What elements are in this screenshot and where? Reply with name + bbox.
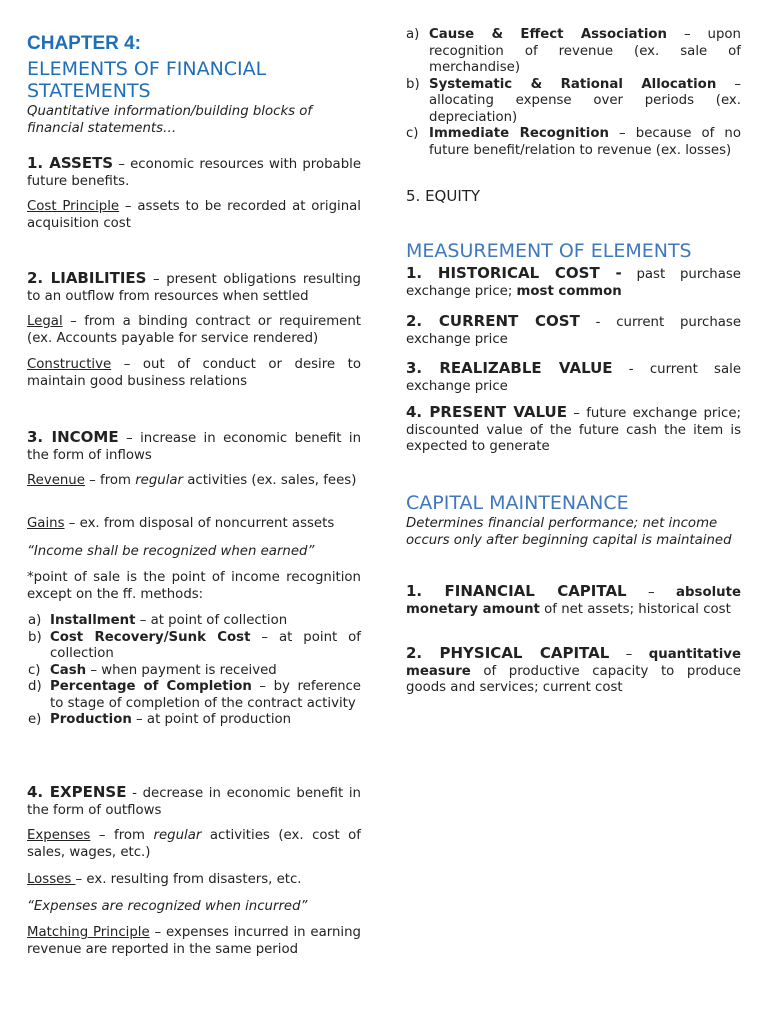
revenue-desc-c: activities (ex. sales, fees)	[183, 473, 357, 488]
gains-desc: – ex. from disposal of noncurrent assets	[64, 516, 335, 531]
physical-heading: 2. PHYSICAL CAPITAL	[406, 644, 610, 662]
cost-principle	[27, 199, 361, 232]
historical-heading: 1. HISTORICAL COST -	[406, 264, 622, 282]
list-item	[5, 613, 361, 630]
list-marker: c)	[406, 126, 419, 141]
expenses-desc-a: – from	[90, 828, 154, 843]
recognition-desc: – allocating expense over periods (ex. depreciation)	[429, 76, 741, 125]
recognition-term: Cause & Effect Association	[429, 27, 668, 42]
expenses-desc-c: activities (ex. cost of sales, wages, etc.)	[27, 828, 361, 860]
revenue-desc-a: – from	[84, 473, 136, 488]
cost-principle-desc: – assets to be recorded at original acquisition cost	[27, 199, 361, 231]
list-marker: a)	[28, 613, 42, 628]
losses-term: Losses	[27, 872, 76, 887]
recognition-term: Systematic & Rational Allocation	[429, 76, 717, 92]
cost-principle-term: Cost Principle	[27, 199, 120, 214]
page-title: ELEMENTS OF FINANCIAL STATEMENTS	[27, 58, 267, 102]
method-term: Production	[50, 712, 132, 727]
financial-capital	[406, 583, 741, 618]
realizable-desc: - current sale exchange price	[406, 362, 741, 394]
income-section	[27, 429, 361, 464]
method-desc: – at point of production	[131, 712, 292, 727]
method-desc: – at point of collection	[135, 613, 288, 628]
equity-heading: 5. EQUITY	[406, 187, 481, 205]
matching-desc: – expenses incurred in earning revenue are reported in the same period	[27, 925, 361, 957]
list-marker: c)	[28, 662, 41, 678]
constructive-term: Constructive	[27, 357, 112, 372]
list-marker: d)	[28, 679, 42, 694]
list-marker: b)	[406, 76, 420, 92]
constructive-item	[27, 357, 361, 390]
list-item	[5, 679, 361, 712]
gains-term: Gains	[27, 516, 65, 531]
income-note: *point of sale is the point of income recognition except on the ff. methods:	[27, 570, 361, 602]
revenue-desc-b: regular	[135, 473, 184, 488]
historical-bold: most common	[516, 283, 622, 299]
measurement-title: MEASUREMENT OF ELEMENTS	[406, 240, 692, 262]
method-term: Installment	[50, 613, 136, 628]
method-desc: – when payment is received	[86, 662, 277, 678]
capital-intro: Determines financial performance; net income occurs only after beginning capital is maintained	[406, 516, 732, 548]
recognition-desc: – because of no future benefit/relation to revenue (ex. losses)	[429, 126, 741, 158]
physical-desc: of productive capacity to produce goods and services; current cost	[406, 663, 741, 695]
liabilities-section	[27, 270, 361, 305]
losses-item	[27, 872, 361, 889]
realizable-value	[406, 360, 741, 395]
revenue-term: Revenue	[27, 473, 85, 488]
assets-section	[27, 155, 361, 190]
expense-quote: “Expenses are recognized when incurred”	[27, 899, 308, 914]
historical-desc: past purchase exchange price;	[406, 267, 741, 299]
gains-item	[27, 516, 361, 533]
legal-desc: – from a binding contract or requirement (ex. Accounts payable for service rendered)	[27, 314, 361, 346]
method-desc: – by reference to stage of completion of the contract activity	[50, 679, 361, 711]
method-term: Cost Recovery/Sunk Cost	[50, 629, 251, 645]
intro-text: Quantitative information/building blocks of financial statements…	[27, 104, 313, 136]
list-marker: e)	[28, 712, 42, 727]
recognition-desc: – upon recognition of revenue (ex. sale of merchandise)	[429, 27, 741, 75]
expense-desc: - decrease in economic benefit in the form of outflows	[27, 786, 361, 818]
financial-bold: absolute monetary amount	[406, 585, 741, 617]
income-quote: “Income shall be recognized when earned”	[27, 544, 315, 559]
expenses-term: Expenses	[27, 828, 91, 843]
expenses-item	[27, 828, 361, 861]
list-item	[384, 27, 741, 77]
list-item	[384, 77, 741, 127]
present-desc: – future exchange price; discounted value of the future cash the item is expected to generate	[406, 406, 742, 454]
financial-desc: of net assets; historical cost	[539, 601, 731, 617]
liabilities-heading: 2. LIABILITIES	[27, 269, 147, 287]
liabilities-desc: – present obligations resulting to an outflow from resources when settled	[27, 272, 361, 304]
constructive-desc: – out of conduct or desire to maintain good business relations	[27, 357, 361, 389]
list-item	[5, 663, 361, 680]
legal-item	[27, 314, 361, 347]
expense-section	[27, 784, 361, 819]
chapter-label: CHAPTER 4:	[27, 33, 142, 54]
realizable-heading: 3. REALIZABLE VALUE	[406, 359, 613, 377]
income-heading: 3. INCOME	[27, 428, 119, 446]
physical-bold: quantitative measure	[406, 647, 741, 679]
legal-term: Legal	[27, 314, 63, 329]
current-cost	[406, 313, 741, 348]
recognition-list	[384, 27, 741, 159]
financial-heading: 1. FINANCIAL CAPITAL	[406, 582, 627, 600]
matching-term: Matching Principle	[27, 925, 150, 940]
assets-heading: 1. ASSETS	[27, 154, 114, 172]
capital-title: CAPITAL MAINTENANCE	[406, 492, 629, 514]
matching-principle	[27, 925, 361, 958]
expense-heading: 4. EXPENSE	[27, 783, 127, 801]
present-heading: 4. PRESENT VALUE	[406, 403, 567, 421]
current-heading: 2. CURRENT COST	[406, 312, 580, 330]
current-desc: - current purchase exchange price	[406, 315, 741, 347]
physical-dash: –	[609, 647, 649, 662]
financial-dash: –	[626, 585, 677, 600]
method-term: Cash	[50, 662, 87, 678]
physical-capital	[406, 645, 741, 697]
expenses-desc-b: regular	[153, 828, 202, 843]
list-marker: b)	[28, 629, 42, 645]
income-methods-list	[5, 613, 361, 729]
list-item	[5, 712, 361, 729]
present-value	[406, 404, 741, 456]
list-marker: a)	[406, 27, 420, 42]
list-item	[384, 126, 741, 159]
assets-desc: – economic resources with probable future benefits.	[27, 157, 362, 189]
method-term: Percentage of Completion	[50, 679, 252, 694]
income-desc: – increase in economic benefit in the form of inflows	[27, 431, 361, 463]
list-item	[5, 630, 361, 663]
recognition-term: Immediate Recognition	[429, 126, 609, 141]
historical-cost	[406, 265, 741, 300]
revenue-item	[27, 473, 361, 490]
method-desc: – at point of collection	[50, 629, 361, 661]
losses-desc: – ex. resulting from disasters, etc.	[75, 872, 302, 887]
